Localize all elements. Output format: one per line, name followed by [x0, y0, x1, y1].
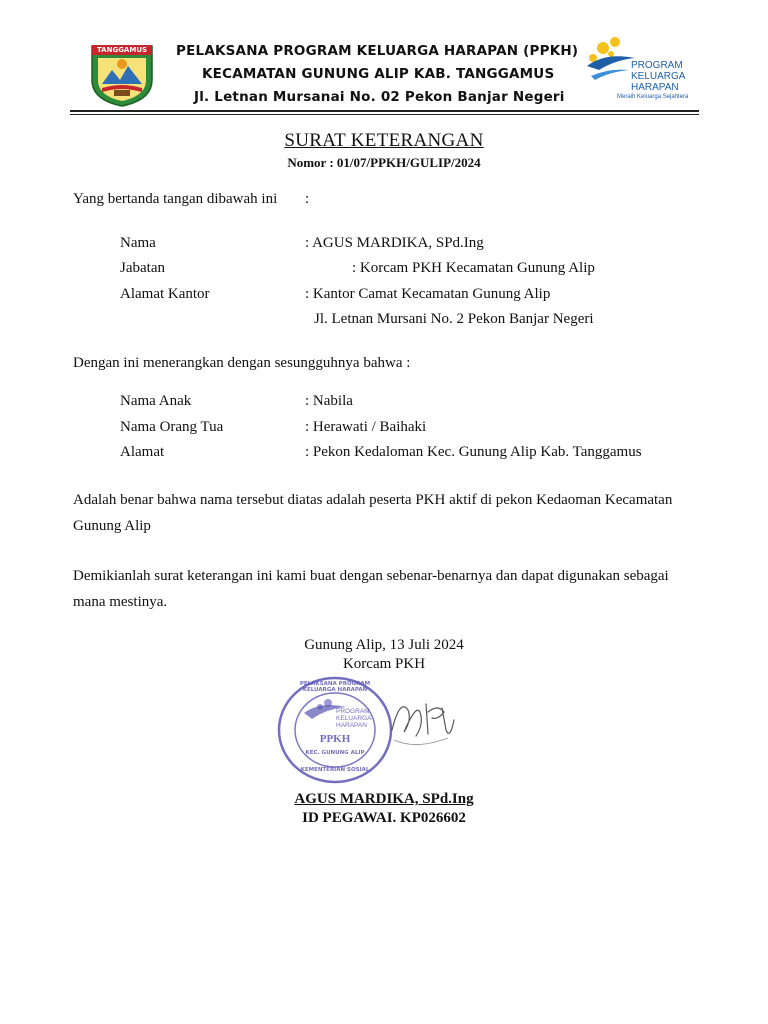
signer-office-value: : Kantor Camat Kecamatan Gunung Alip: [305, 286, 551, 302]
parent-name-label: Nama Orang Tua: [120, 419, 224, 435]
signer-position-label: Jabatan: [120, 260, 165, 276]
signer-position-caption: Korcam PKH: [342, 656, 426, 672]
signer-office-label: Alamat Kantor: [120, 286, 210, 302]
pkh-logo-line2: KELUARGA: [631, 71, 686, 82]
signer-name: AGUS MARDIKA, SPd.Ing: [294, 791, 474, 807]
signer-name-label: Nama: [120, 235, 156, 251]
closing-paragraph: Demikianlah surat keterangan ini kami buat dengan sebenar-benarnya dan dapat digunakan sebagai mana mestinya.: [73, 568, 669, 610]
letterhead-rule-thick: [70, 110, 699, 112]
document-number: Nomor : 01/07/PPKH/GULIP/2024: [287, 155, 481, 170]
address-label: Alamat: [120, 444, 165, 460]
pkh-logo-tagline: Meraih Keluarga Sejahtera: [617, 94, 689, 100]
stamp-center-text: PPKH: [319, 733, 351, 745]
header-org-name: PELAKSANA PROGRAM KELUARGA HARAPAN (PPKH): [176, 43, 579, 59]
official-stamp: [276, 675, 394, 785]
stamp-logo-line2: KELUARGA: [336, 715, 372, 722]
header-district: KECAMATAN GUNUNG ALIP KAB. TANGGAMUS: [202, 66, 555, 82]
body-paragraph: Adalah benar bahwa nama tersebut diatas adalah peserta PKH aktif di pekon Kedaoman Kecamatan Gunung Alip: [73, 492, 673, 534]
place-date: Gunung Alip, 13 Juli 2024: [304, 637, 464, 653]
child-name-value: : Nabila: [305, 393, 353, 409]
handwritten-signature: [386, 690, 458, 760]
stamp-lower-text: KEC. GUNUNG ALIP: [305, 750, 365, 756]
signer-name-value: : AGUS MARDIKA, SPd.Ing: [305, 235, 484, 251]
signer-position-value: : Korcam PKH Kecamatan Gunung Alip: [352, 260, 595, 276]
statement-intro: Dengan ini menerangkan dengan sesungguhnya bahwa :: [73, 355, 411, 371]
intro-text: Yang bertanda tangan dibawah ini: [73, 191, 278, 207]
tanggamus-emblem: [88, 40, 156, 108]
stamp-logo-line3: HARAPAN: [336, 722, 367, 729]
parent-name-value: : Herawati / Baihaki: [305, 419, 427, 435]
pkh-logo-line1: PROGRAM: [631, 60, 683, 71]
intro-colon: :: [305, 191, 310, 207]
document-title: SURAT KETERANGAN: [284, 130, 484, 151]
stamp-outer-text: PELAKSANA PROGRAM KELUARGA HARAPAN: [299, 681, 371, 693]
pkh-logo-line3: HARAPAN: [631, 82, 679, 93]
header-address: Jl. Letnan Mursanai No. 02 Pekon Banjar Negeri: [194, 89, 565, 105]
address-value: : Pekon Kedaloman Kec. Gunung Alip Kab. Tanggamus: [305, 444, 642, 460]
emblem-banner-text: TANGGAMUS: [96, 46, 148, 54]
stamp-bottom-text: KEMENTERIAN SOSIAL: [300, 767, 370, 773]
stamp-logo-line1: PROGRAM: [336, 708, 370, 715]
pkh-logo: [585, 36, 695, 106]
letterhead-rule-thin: [70, 114, 699, 115]
child-name-label: Nama Anak: [120, 393, 192, 409]
signer-employee-id: ID PEGAWAI. KP026602: [302, 810, 466, 826]
signer-office-address-line2: Jl. Letnan Mursani No. 2 Pekon Banjar Negeri: [314, 311, 594, 327]
